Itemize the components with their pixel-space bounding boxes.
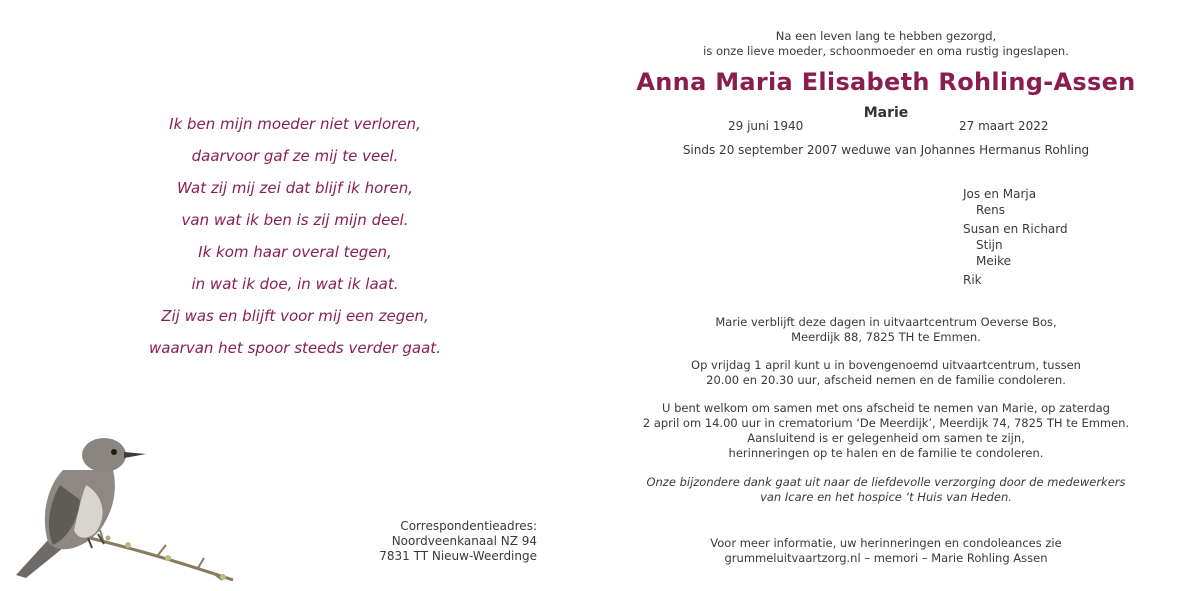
paragraph-line: Onze bijzondere dank gaat uit naar de liefdevolle verzorging door de medewerkers — [646, 475, 1126, 489]
family-couple: Susan en Richard — [963, 222, 1068, 236]
paragraph-line: Marie verblijft deze dagen in uitvaartcentrum Oeverse Bos, — [715, 315, 1057, 329]
poem-line: waarvan het spoor steeds verder gaat. — [149, 339, 441, 357]
deceased-name: Anna Maria Elisabeth Rohling-Assen — [636, 68, 1136, 96]
paragraph-farewell — [621, 358, 1151, 388]
intro-text — [631, 29, 1141, 59]
death-date: 27 maart 2022 — [959, 119, 1049, 133]
correspondence-street: Noordveenkanaal NZ 94 — [391, 534, 537, 548]
poem-line: Zij was en blijft voor mij een zegen, — [161, 307, 429, 325]
paragraph-line: grummeluitvaartzorg.nl – memori – Marie Rohling Assen — [724, 551, 1048, 565]
family-couple: Jos en Marja — [963, 187, 1037, 201]
poem-line: Ik kom haar overal tegen, — [198, 243, 392, 261]
grandchild: Meike — [976, 254, 1011, 268]
intro-line: is onze lieve moeder, schoonmoeder en oma rustig ingeslapen. — [703, 44, 1069, 58]
poem-line: in wat ik doe, in wat ik laat. — [191, 275, 399, 293]
paragraph-stay — [621, 315, 1151, 345]
intro-line: Na een leven lang te hebben gezorgd, — [775, 29, 997, 43]
paragraph-ceremony — [621, 401, 1151, 461]
paragraph-thanks — [621, 475, 1151, 505]
grandchild: Stijn — [976, 238, 1003, 252]
correspondence-city: 7831 TT Nieuw-Weerdinge — [379, 549, 537, 563]
paragraph-info — [621, 536, 1151, 566]
widow-line: Sinds 20 september 2007 weduwe van Johannes Hermanus Rohling — [682, 143, 1090, 157]
family-list — [963, 186, 1163, 288]
deceased-nickname: Marie — [863, 105, 909, 121]
poem-line: van wat ik ben is zij mijn deel. — [181, 211, 409, 229]
paragraph-line: U bent welkom om samen met ons afscheid te nemen van Marie, op zaterdag — [662, 401, 1110, 415]
paragraph-line: van Icare en het hospice ‘t Huis van Heden. — [760, 490, 1012, 504]
birth-date: 29 juni 1940 — [728, 119, 804, 133]
correspondence-label: Correspondentieadres: — [400, 519, 537, 533]
poem — [60, 108, 530, 364]
correspondence-address — [277, 519, 537, 564]
left-page — [0, 0, 590, 591]
poem-line: Ik ben mijn moeder niet verloren, — [169, 115, 421, 133]
paragraph-line: Meerdijk 88, 7825 TH te Emmen. — [791, 330, 981, 344]
poem-line: daarvoor gaf ze mij te veel. — [191, 147, 399, 165]
poem-line: Wat zij mij zei dat blijf ik horen, — [177, 179, 413, 197]
family-member: Rik — [963, 273, 982, 287]
paragraph-line: Op vrijdag 1 april kunt u in bovengenoemd uitvaartcentrum, tussen — [691, 358, 1081, 372]
paragraph-line: 20.00 en 20.30 uur, afscheid nemen en de familie condoleren. — [706, 373, 1066, 387]
paragraph-line: herinneringen op te halen en de familie te condoleren. — [728, 446, 1044, 460]
bird-icon — [8, 430, 248, 591]
paragraph-line: Voor meer informatie, uw herinneringen en condoleances zie — [710, 536, 1062, 550]
paragraph-line: Aansluitend is er gelegenheid om samen te zijn, — [747, 431, 1025, 445]
right-page — [591, 0, 1181, 591]
paragraph-line: 2 april om 14.00 uur in crematorium ‘De Meerdijk’, Meerdijk 74, 7825 TH te Emmen. — [642, 416, 1130, 430]
grandchild: Rens — [976, 203, 1006, 217]
